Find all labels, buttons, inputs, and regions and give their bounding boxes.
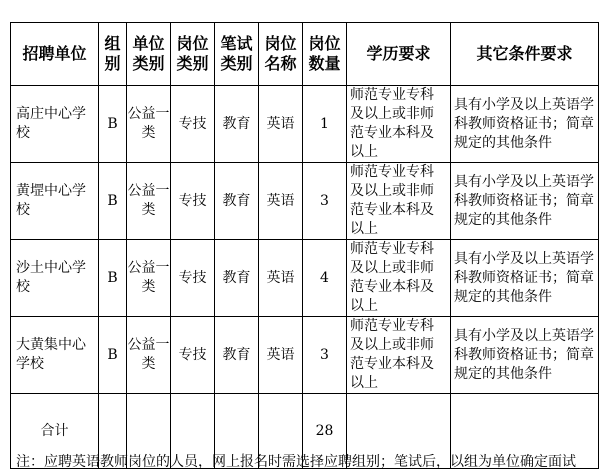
header-group: 组别: [99, 23, 127, 86]
cell-unit: 高庄中心学校: [11, 86, 99, 163]
table-row: [11, 317, 599, 394]
cell-unit: 大黄集中心学校: [11, 317, 99, 394]
cell-unit-type: 公益一类: [127, 317, 171, 394]
cell-count: 3: [303, 317, 347, 394]
cell-post-name: 英语: [259, 86, 303, 163]
cell-group: B: [99, 86, 127, 163]
cell-post-type: 专技: [171, 317, 215, 394]
cell-post-type: 专技: [171, 163, 215, 240]
cell-unit-type: 公益一类: [127, 86, 171, 163]
header-unit: 招聘单位: [11, 23, 99, 86]
cell-unit-type: 公益一类: [127, 240, 171, 317]
cell-education: 师范专业专科及以上或非师范专业本科及以上: [347, 86, 451, 163]
total-label: 合计: [11, 394, 99, 469]
cell-unit: 沙土中心学校: [11, 240, 99, 317]
header-exam-type: 笔试类别: [215, 23, 259, 86]
table-row: [11, 86, 599, 163]
cell-other: 具有小学及以上英语学科教师资格证书；简章规定的其他条件: [451, 163, 599, 240]
recruitment-table: [10, 22, 599, 469]
header-other: 其它条件要求: [451, 23, 599, 86]
cell-education: 师范专业专科及以上或非师范专业本科及以上: [347, 163, 451, 240]
cell-exam-type: 教育: [215, 163, 259, 240]
cell-post-name: 英语: [259, 317, 303, 394]
cell-education: 师范专业专科及以上或非师范专业本科及以上: [347, 317, 451, 394]
cell-unit-type: 公益一类: [127, 163, 171, 240]
cell-post-type: 专技: [171, 86, 215, 163]
cell-group: B: [99, 240, 127, 317]
cell-other: 具有小学及以上英语学科教师资格证书；简章规定的其他条件: [451, 86, 599, 163]
cell-exam-type: 教育: [215, 86, 259, 163]
header-post-name: 岗位名称: [259, 23, 303, 86]
cell-unit: 黄堽中心学校: [11, 163, 99, 240]
total-count: 28: [303, 394, 347, 469]
cell-post-name: 英语: [259, 240, 303, 317]
cell-post-name: 英语: [259, 163, 303, 240]
header-unit-type: 单位类别: [127, 23, 171, 86]
table-row: [11, 240, 599, 317]
cell-count: 4: [303, 240, 347, 317]
header-education: 学历要求: [347, 23, 451, 86]
cell-other: 具有小学及以上英语学科教师资格证书；简章规定的其他条件: [451, 317, 599, 394]
cell-count: 3: [303, 163, 347, 240]
footnote: 注：应聘英语教师岗位的人员，网上报名时需选择应聘组别；笔试后，以组为单位确定面试: [16, 454, 576, 470]
cell-other: 具有小学及以上英语学科教师资格证书；简章规定的其他条件: [451, 240, 599, 317]
cell-count: 1: [303, 86, 347, 163]
cell-group: B: [99, 163, 127, 240]
table-row: [11, 163, 599, 240]
cell-education: 师范专业专科及以上或非师范专业本科及以上: [347, 240, 451, 317]
cell-group: B: [99, 317, 127, 394]
header-row: [11, 23, 599, 86]
cell-exam-type: 教育: [215, 240, 259, 317]
cell-exam-type: 教育: [215, 317, 259, 394]
header-post-type: 岗位类别: [171, 23, 215, 86]
cell-post-type: 专技: [171, 240, 215, 317]
header-count: 岗位数量: [303, 23, 347, 86]
